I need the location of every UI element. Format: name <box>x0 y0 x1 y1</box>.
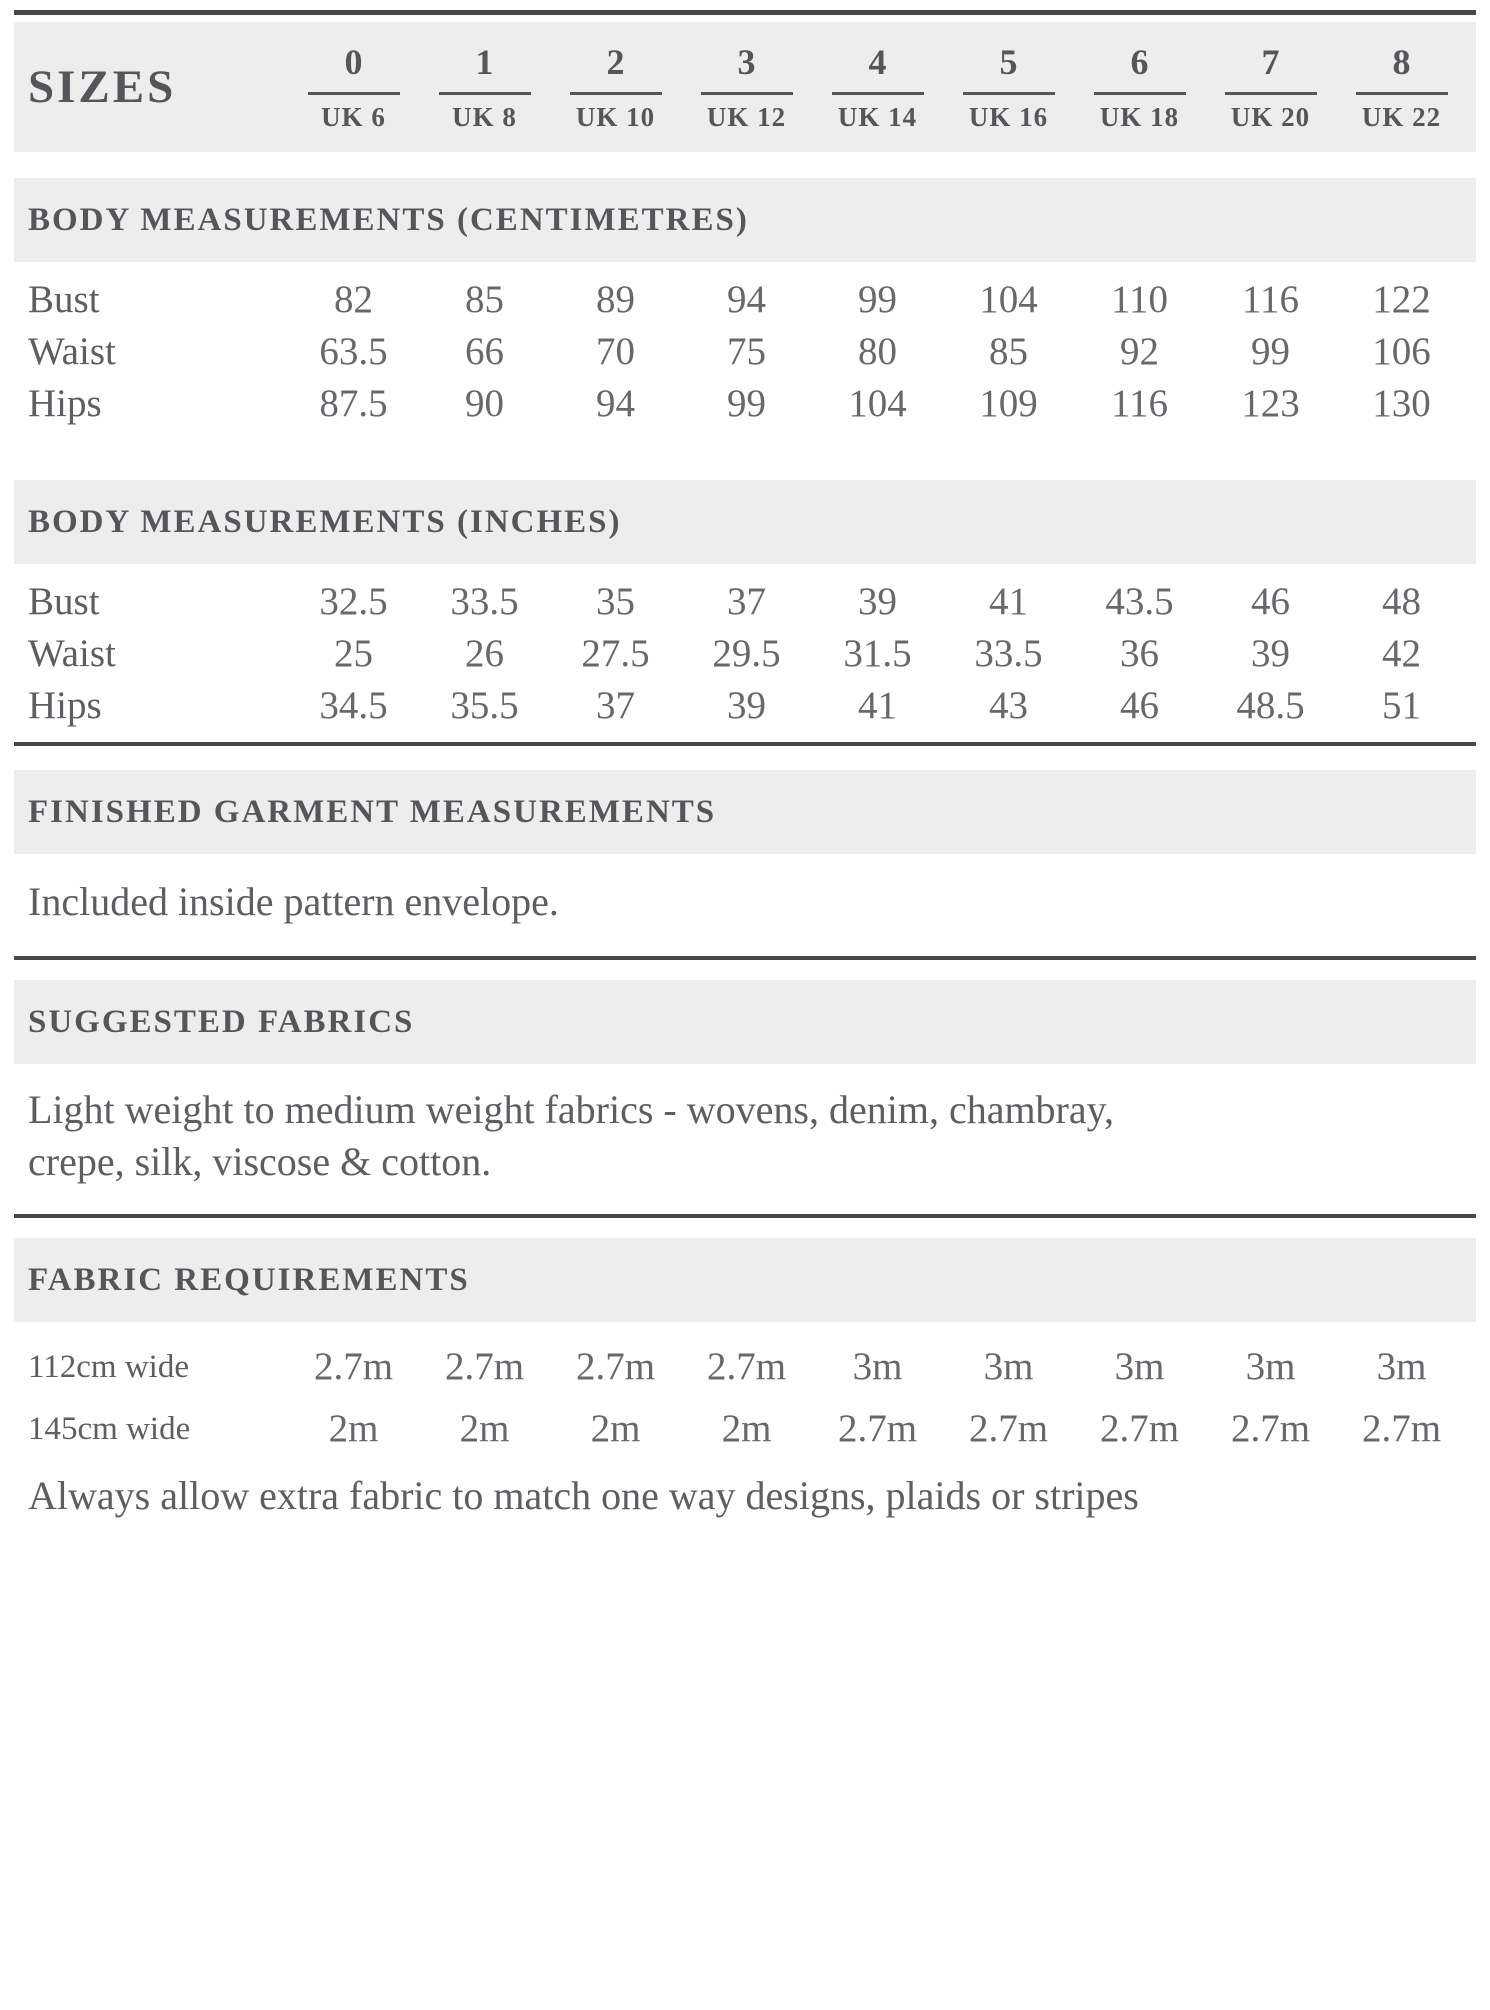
sizes-title: SIZES <box>28 60 177 113</box>
measurement-value: 2.7m <box>313 1345 394 1388</box>
row-label: 145cm wide <box>28 1411 191 1447</box>
size-column <box>550 41 681 132</box>
measurement-value: 37 <box>727 580 766 623</box>
size-number: 2 <box>606 41 625 82</box>
size-column <box>812 41 943 132</box>
measurement-value: 42 <box>1382 632 1421 675</box>
measurement-value: 2.7m <box>1230 1407 1311 1450</box>
uk-size-label: UK 16 <box>968 101 1049 132</box>
uk-size-label: UK 18 <box>1099 101 1180 132</box>
measurement-value: 106 <box>1372 330 1431 373</box>
measurement-value: 39 <box>727 684 766 727</box>
size-fraction-line <box>570 92 662 95</box>
size-column <box>1205 41 1336 132</box>
measurement-value: 2.7m <box>706 1345 787 1388</box>
size-number: 5 <box>999 41 1018 82</box>
size-fraction-line <box>308 92 400 95</box>
size-fraction-line <box>439 92 531 95</box>
req-rows <box>0 1336 1490 1460</box>
suggested-fabrics-text: Light weight to medium weight fabrics - wovens, denim, chambray, crepe, silk, viscose & cotton. <box>28 1087 1115 1184</box>
measurement-value: 2.7m <box>444 1345 525 1388</box>
measurement-value: 2.7m <box>575 1345 656 1388</box>
measurement-value: 48.5 <box>1236 684 1305 727</box>
uk-size-label: UK 22 <box>1361 101 1442 132</box>
table-row <box>0 1336 1490 1398</box>
section-divider-1 <box>14 742 1476 746</box>
uk-size-label: UK 8 <box>452 101 517 132</box>
table-row <box>0 628 1490 680</box>
size-fraction-line <box>701 92 793 95</box>
section-divider-3 <box>14 1214 1476 1218</box>
measurement-value: 25 <box>334 632 373 675</box>
section-title-fabric-requirements: FABRIC REQUIREMENTS <box>28 1261 470 1298</box>
measurement-value: 66 <box>465 330 504 373</box>
measurement-value: 35 <box>596 580 635 623</box>
size-chart-page <box>0 10 1490 1522</box>
measurement-value: 41 <box>989 580 1028 623</box>
section-band-body-cm <box>14 178 1476 262</box>
measurement-value: 104 <box>848 382 907 425</box>
measurement-value: 110 <box>1110 278 1169 321</box>
size-column <box>288 41 419 132</box>
measurement-value: 27.5 <box>581 632 650 675</box>
measurement-value: 122 <box>1372 278 1431 321</box>
measurement-value: 104 <box>979 278 1038 321</box>
measurement-value: 116 <box>1241 278 1300 321</box>
measurement-value: 39 <box>858 580 897 623</box>
measurement-value: 94 <box>596 382 635 425</box>
fabric-note-text: Always allow extra fabric to match one way designs, plaids or stripes <box>28 1473 1139 1518</box>
size-column <box>1074 41 1205 132</box>
size-number: 1 <box>475 41 494 82</box>
top-rule <box>14 10 1476 15</box>
measurement-value: 99 <box>858 278 897 321</box>
measurement-value: 2m <box>459 1407 510 1450</box>
row-label: Hips <box>28 382 102 425</box>
measurement-value: 87.5 <box>319 382 388 425</box>
row-label: Hips <box>28 684 102 727</box>
measurement-value: 2m <box>328 1407 379 1450</box>
measurement-value: 89 <box>596 278 635 321</box>
measurement-value: 32.5 <box>319 580 388 623</box>
measurement-value: 75 <box>727 330 766 373</box>
in-rows <box>0 576 1490 732</box>
row-label: Waist <box>28 330 116 373</box>
measurement-value: 82 <box>334 278 373 321</box>
size-header-grid <box>14 41 1476 132</box>
measurement-value: 92 <box>1120 330 1159 373</box>
measurement-value: 116 <box>1110 382 1169 425</box>
uk-size-label: UK 6 <box>321 101 386 132</box>
uk-size-label: UK 14 <box>837 101 918 132</box>
measurement-value: 2.7m <box>968 1407 1049 1450</box>
measurement-value: 34.5 <box>319 684 388 727</box>
finished-garment-text: Included inside pattern envelope. <box>28 879 559 924</box>
table-row <box>0 378 1490 430</box>
measurement-value: 90 <box>465 382 504 425</box>
measurement-value: 109 <box>979 382 1038 425</box>
table-row <box>0 274 1490 326</box>
measurement-value: 123 <box>1241 382 1300 425</box>
size-fraction-line <box>1094 92 1186 95</box>
size-number: 8 <box>1392 41 1411 82</box>
measurement-value: 39 <box>1251 632 1290 675</box>
row-label: Bust <box>28 580 100 623</box>
measurement-value: 99 <box>727 382 766 425</box>
size-number: 6 <box>1130 41 1149 82</box>
uk-size-label: UK 10 <box>575 101 656 132</box>
size-number: 0 <box>344 41 363 82</box>
section-title-suggested-fabrics: SUGGESTED FABRICS <box>28 1003 415 1040</box>
table-row <box>0 576 1490 628</box>
row-label: 112cm wide <box>28 1349 189 1385</box>
measurement-value: 51 <box>1382 684 1421 727</box>
size-fraction-line <box>963 92 1055 95</box>
size-number: 7 <box>1261 41 1280 82</box>
row-label: Bust <box>28 278 100 321</box>
measurement-value: 2.7m <box>1099 1407 1180 1450</box>
section-band-body-in <box>14 480 1476 564</box>
measurement-value: 63.5 <box>319 330 388 373</box>
size-number: 3 <box>737 41 756 82</box>
measurement-value: 3m <box>852 1345 903 1388</box>
size-fraction-line <box>832 92 924 95</box>
size-column <box>681 41 812 132</box>
measurement-value: 2.7m <box>837 1407 918 1450</box>
measurement-value: 36 <box>1120 632 1159 675</box>
measurement-value: 26 <box>465 632 504 675</box>
measurement-value: 2m <box>721 1407 772 1450</box>
size-column <box>419 41 550 132</box>
measurement-value: 46 <box>1120 684 1159 727</box>
measurement-value: 70 <box>596 330 635 373</box>
measurement-value: 3m <box>1245 1345 1296 1388</box>
size-column <box>943 41 1074 132</box>
measurement-value: 2.7m <box>1361 1407 1442 1450</box>
size-fraction-line <box>1225 92 1317 95</box>
measurement-value: 37 <box>596 684 635 727</box>
measurement-value: 130 <box>1372 382 1431 425</box>
measurement-value: 46 <box>1251 580 1290 623</box>
measurement-value: 2m <box>590 1407 641 1450</box>
section-title-body-in: BODY MEASUREMENTS (INCHES) <box>28 503 622 540</box>
measurement-value: 80 <box>858 330 897 373</box>
cm-rows <box>0 274 1490 430</box>
measurement-value: 85 <box>989 330 1028 373</box>
measurement-value: 85 <box>465 278 504 321</box>
uk-size-label: UK 20 <box>1230 101 1311 132</box>
section-title-finished-garment: FINISHED GARMENT MEASUREMENTS <box>28 793 717 830</box>
section-divider-2 <box>14 956 1476 960</box>
size-fraction-line <box>1356 92 1448 95</box>
measurement-value: 43.5 <box>1105 580 1174 623</box>
measurement-value: 48 <box>1382 580 1421 623</box>
table-row <box>0 680 1490 732</box>
measurement-value: 35.5 <box>450 684 519 727</box>
sizes-header-band <box>14 22 1476 152</box>
measurement-value: 33.5 <box>974 632 1043 675</box>
measurement-value: 94 <box>727 278 766 321</box>
size-number: 4 <box>868 41 887 82</box>
measurement-value: 29.5 <box>712 632 781 675</box>
uk-size-label: UK 12 <box>706 101 787 132</box>
table-row <box>0 1398 1490 1460</box>
table-row <box>0 326 1490 378</box>
section-band-suggested-fabrics <box>14 980 1476 1064</box>
section-band-fabric-requirements <box>14 1238 1476 1322</box>
measurement-value: 99 <box>1251 330 1290 373</box>
measurement-value: 3m <box>1114 1345 1165 1388</box>
row-label: Waist <box>28 632 116 675</box>
measurement-value: 3m <box>1376 1345 1427 1388</box>
measurement-value: 31.5 <box>843 632 912 675</box>
measurement-value: 3m <box>983 1345 1034 1388</box>
measurement-value: 33.5 <box>450 580 519 623</box>
size-column <box>1336 41 1467 132</box>
section-title-body-cm: BODY MEASUREMENTS (CENTIMETRES) <box>28 201 749 238</box>
measurement-value: 43 <box>989 684 1028 727</box>
measurement-value: 41 <box>858 684 897 727</box>
section-band-finished-garment <box>14 770 1476 854</box>
